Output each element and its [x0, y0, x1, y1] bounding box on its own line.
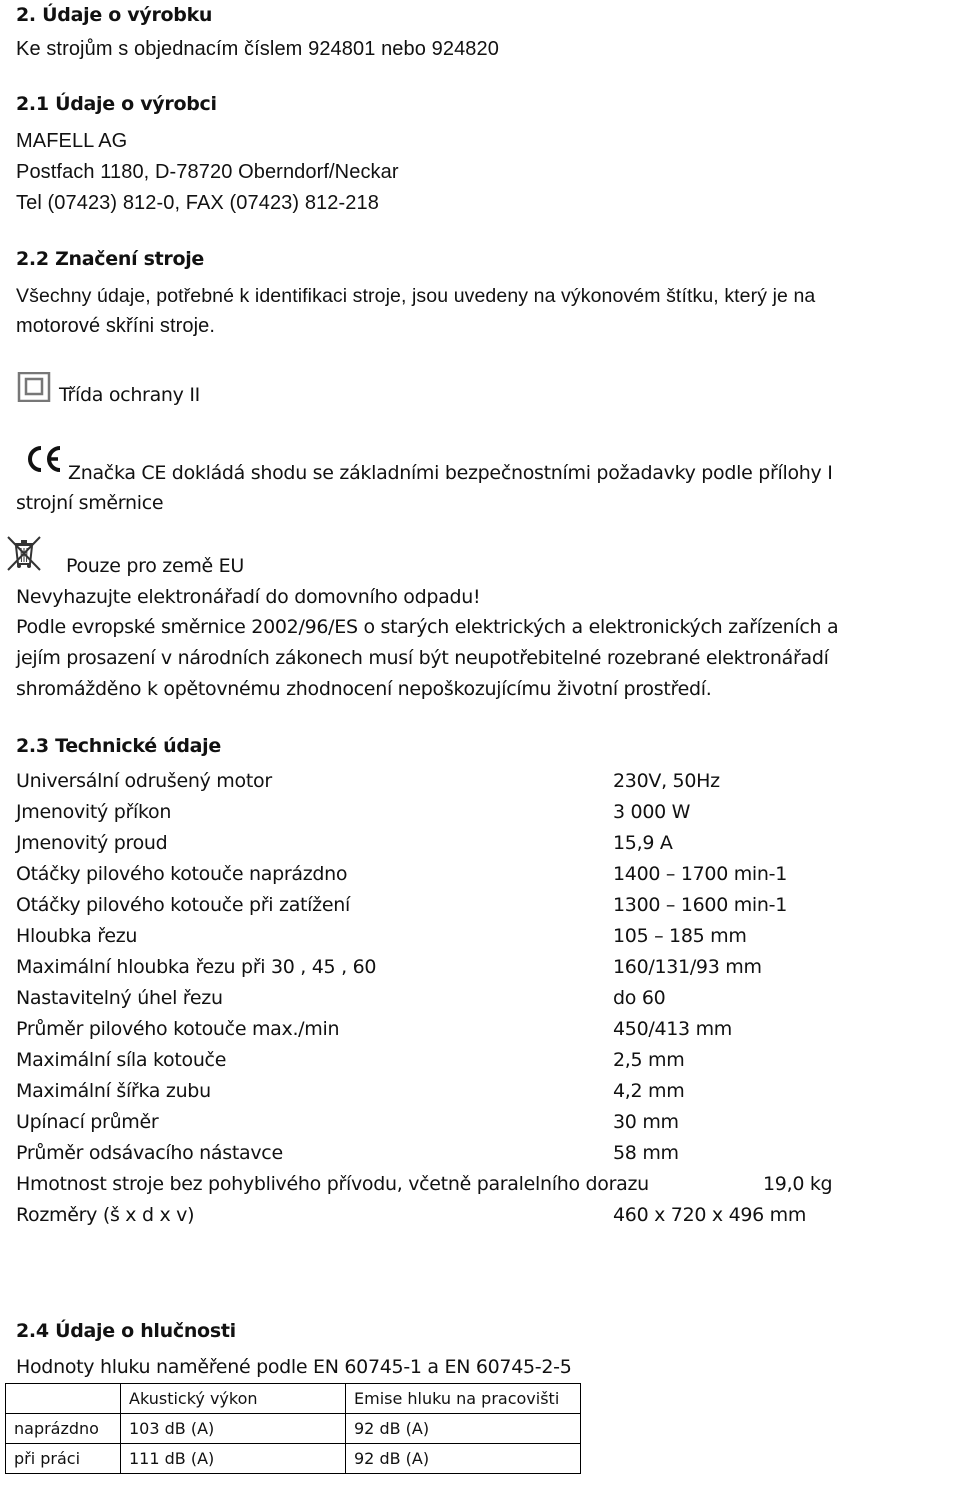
spec-value: 58 mm [613, 1142, 679, 1164]
weight-value: 19,0 kg [763, 1173, 833, 1195]
ce-mark-icon [24, 442, 64, 476]
spec-value: 2,5 mm [613, 1049, 685, 1071]
spec-label: Otáčky pilového kotouče naprázdno [16, 863, 348, 885]
spec-label: Upínací průměr [16, 1111, 159, 1133]
spec-value: 15,9 A [613, 832, 673, 854]
table-header-cell [6, 1384, 121, 1414]
order-numbers-text: Ke strojům s objednacím číslem 924801 nebo 924820 [16, 38, 499, 60]
spec-label: Jmenovitý proud [16, 832, 168, 854]
table-cell: 92 dB (A) [346, 1444, 581, 1474]
spec-label: Průměr pilového kotouče max./min [16, 1018, 340, 1040]
spec-value: 4,2 mm [613, 1080, 685, 1102]
dimensions-value: 460 x 720 x 496 mm [613, 1204, 807, 1226]
spec-value: 105 – 185 mm [613, 925, 747, 947]
table-row [6, 1444, 581, 1474]
section-2-2-heading: 2.2 Značení stroje [16, 248, 205, 270]
dimensions-label: Rozměry (š x d x v) [16, 1204, 195, 1226]
protection-class-ii-icon [17, 372, 51, 402]
noise-table [5, 1383, 581, 1474]
weee-line-3: jejím prosazení v národních zákonech musí být neupotřebitelné rozebrané elektronářadí [16, 647, 829, 669]
spec-value: 230V, 50Hz [613, 770, 720, 792]
section-2-4-heading: 2.4 Údaje o hlučnosti [16, 1320, 236, 1342]
spec-value: 160/131/93 mm [613, 956, 762, 978]
spec-label: Jmenovitý příkon [16, 801, 172, 823]
spec-value: 30 mm [613, 1111, 679, 1133]
crossed-out-bin-icon [2, 534, 46, 574]
table-header-cell: Akustický výkon [121, 1384, 346, 1414]
ce-text-line-2: strojní směrnice [16, 492, 164, 514]
manufacturer-name: MAFELL AG [16, 130, 128, 152]
table-row [6, 1414, 581, 1444]
marking-text-line-1: Všechny údaje, potřebné k identifikaci stroje, jsou uvedeny na výkonovém štítku, který je na [16, 285, 816, 307]
table-cell: při práci [6, 1444, 121, 1474]
spec-label: Universální odrušený motor [16, 770, 272, 792]
spec-label: Hloubka řezu [16, 925, 138, 947]
spec-label: Maximální hloubka řezu při 30 , 45 , 60 [16, 956, 377, 978]
spec-value: 450/413 mm [613, 1018, 732, 1040]
section-2-1-heading: 2.1 Údaje o výrobci [16, 93, 217, 115]
spec-label: Maximální síla kotouče [16, 1049, 227, 1071]
spec-label: Průměr odsávacího nástavce [16, 1142, 283, 1164]
spec-value: do 60 [613, 987, 666, 1009]
manufacturer-address: Postfach 1180, D-78720 Oberndorf/Neckar [16, 161, 399, 183]
protection-class-text: Třída ochrany II [59, 384, 200, 406]
section-2-heading: 2. Údaje o výrobku [16, 4, 213, 26]
weee-line-4: shromážděno k opětovnému zhodnocení nepoškozujícímu životní prostředí. [16, 678, 712, 700]
table-cell: 92 dB (A) [346, 1414, 581, 1444]
spec-label: Otáčky pilového kotouče při zatížení [16, 894, 350, 916]
weight-label: Hmotnost stroje bez pohyblivého přívodu, včetně paralelního dorazu [16, 1173, 649, 1195]
table-cell: naprázdno [6, 1414, 121, 1444]
table-header-row [6, 1384, 581, 1414]
table-cell: 103 dB (A) [121, 1414, 346, 1444]
spec-value: 3 000 W [613, 801, 691, 823]
manufacturer-contact: Tel (07423) 812-0, FAX (07423) 812-218 [16, 192, 379, 214]
weee-line-1: Nevyhazujte elektronářadí do domovního odpadu! [16, 586, 481, 608]
eu-only-text: Pouze pro země EU [66, 555, 244, 577]
spec-label: Maximální šířka zubu [16, 1080, 211, 1102]
marking-text-line-2: motorové skříni stroje. [16, 315, 216, 337]
spec-value: 1300 – 1600 min-1 [613, 894, 787, 916]
spec-value: 1400 – 1700 min-1 [613, 863, 787, 885]
noise-intro-text: Hodnoty hluku naměřené podle EN 60745-1 a EN 60745-2-5 [16, 1356, 572, 1378]
ce-text-line-1: Značka CE dokládá shodu se základními bezpečnostními požadavky podle přílohy I [68, 462, 833, 484]
table-cell: 111 dB (A) [121, 1444, 346, 1474]
section-2-3-heading: 2.3 Technické údaje [16, 735, 221, 757]
weee-line-2: Podle evropské směrnice 2002/96/ES o starých elektrických a elektronických zařízeních a [16, 616, 839, 638]
table-header-cell: Emise hluku na pracovišti [346, 1384, 581, 1414]
spec-label: Nastavitelný úhel řezu [16, 987, 223, 1009]
